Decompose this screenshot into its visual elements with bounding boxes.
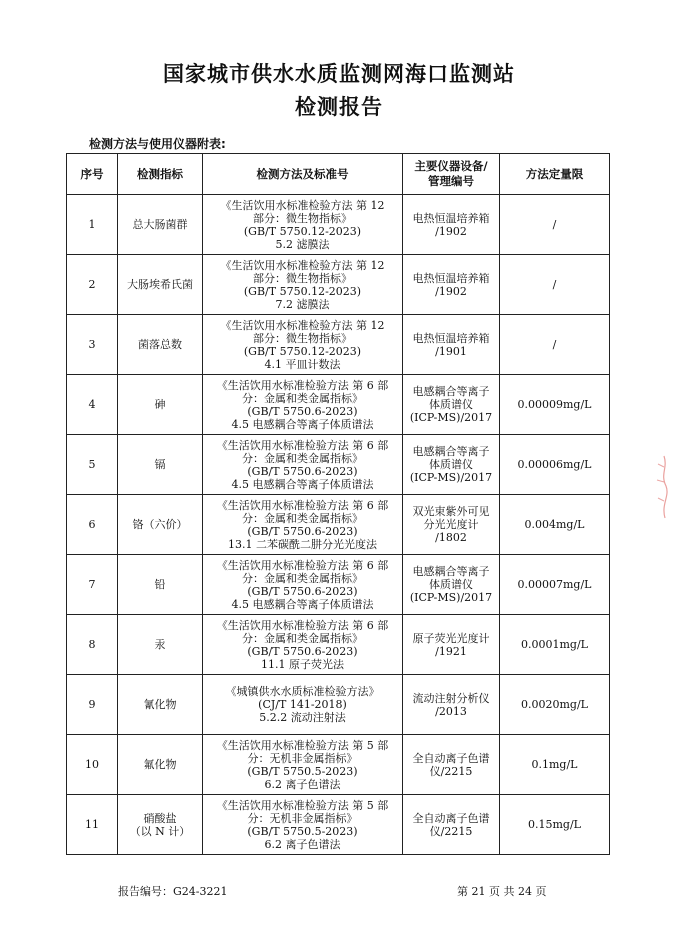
method-line: 4.5 电感耦合等离子体质谱法 — [231, 477, 374, 491]
method-cell — [203, 195, 403, 255]
indicator-cell: 氰化物 — [118, 675, 203, 735]
instrument-cell: 全自动离子色谱 仪/2215 — [403, 735, 500, 795]
method-line: 《生活饮用水标准检验方法 第 5 部 — [216, 738, 389, 752]
serial-no-cell: 9 — [67, 675, 118, 735]
method-line: 《生活饮用水标准检验方法 第 6 部 — [216, 378, 389, 392]
indicator-cell: 大肠埃希氏菌 — [118, 255, 203, 315]
indicator-cell: 硝酸盐 （以 N 计） — [118, 795, 203, 855]
method-cell — [203, 795, 403, 855]
method-line: 11.1 原子荧光法 — [261, 657, 344, 671]
method-line: 部分：微生物指标》 — [253, 331, 352, 345]
method-cell — [203, 315, 403, 375]
method-line: (GB/T 5750.5-2023) — [247, 824, 358, 838]
method-line: (GB/T 5750.5-2023) — [247, 764, 358, 778]
method-line: 分：金属和类金属指标》 — [242, 511, 363, 525]
indicator-cell: 砷 — [118, 375, 203, 435]
method-line: 《生活饮用水标准检验方法 第 6 部 — [216, 618, 389, 632]
method-line: 分：金属和类金属指标》 — [242, 571, 363, 585]
table-row — [67, 195, 610, 255]
table-row — [67, 375, 610, 435]
header-method: 检测方法及标准号 — [203, 154, 403, 195]
instrument-cell: 电热恒温培养箱 /1901 — [403, 315, 500, 375]
page-number: 第 21 页 共 24 页 — [457, 885, 547, 898]
instrument-cell: 电热恒温培养箱 /1902 — [403, 195, 500, 255]
serial-no-cell: 1 — [67, 195, 118, 255]
method-line: 《生活饮用水标准检验方法 第 12 — [220, 198, 385, 212]
method-line: 部分：微生物指标》 — [253, 271, 352, 285]
method-line: 13.1 二苯碳酰二肼分光光度法 — [228, 537, 377, 551]
report-title: 国家城市供水水质监测网海口监测站 — [163, 62, 515, 86]
method-line: 部分：微生物指标》 — [253, 211, 352, 225]
method-line: 《城镇供水水质标准检验方法》 — [225, 685, 380, 698]
serial-no-cell: 11 — [67, 795, 118, 855]
instrument-cell: 电感耦合等离子 体质谱仪 (ICP-MS)/2017 — [403, 435, 500, 495]
table-row — [67, 255, 610, 315]
quant-limit-cell: 0.00007mg/L — [500, 555, 610, 615]
quant-limit-cell: 0.00009mg/L — [500, 375, 610, 435]
quant-limit-cell: 0.1mg/L — [500, 735, 610, 795]
serial-no-cell: 10 — [67, 735, 118, 795]
indicator-cell: 镉 — [118, 435, 203, 495]
table-row — [67, 315, 610, 375]
instrument-cell: 原子荧光光度计 /1921 — [403, 615, 500, 675]
table-row — [67, 555, 610, 615]
table-row — [67, 495, 610, 555]
method-line: 分：金属和类金属指标》 — [242, 451, 363, 465]
method-cell — [203, 255, 403, 315]
indicator-cell: 汞 — [118, 615, 203, 675]
method-line: 4.5 电感耦合等离子体质谱法 — [231, 597, 374, 611]
method-line: 5.2.2 流动注射法 — [259, 711, 346, 724]
header-serial-no: 序号 — [67, 154, 118, 195]
serial-no-cell: 8 — [67, 615, 118, 675]
method-line: (GB/T 5750.6-2023) — [247, 644, 358, 658]
report-number: 报告编号：G24-3221 — [118, 885, 228, 898]
indicator-cell: 铬（六价） — [118, 495, 203, 555]
method-line: 6.2 离子色谱法 — [264, 777, 341, 791]
method-line: (GB/T 5750.6-2023) — [247, 584, 358, 598]
instrument-cell: 双光束紫外可见 分光光度计 /1802 — [403, 495, 500, 555]
method-line: (GB/T 5750.12-2023) — [243, 344, 362, 358]
method-cell — [203, 675, 403, 735]
method-cell — [203, 375, 403, 435]
method-line: 6.2 离子色谱法 — [264, 837, 341, 851]
indicator-cell: 菌落总数 — [118, 315, 203, 375]
method-line: 分：无机非金属指标》 — [247, 811, 358, 825]
instrument-cell: 电热恒温培养箱 /1902 — [403, 255, 500, 315]
quant-limit-cell: 0.0020mg/L — [500, 675, 610, 735]
quant-limit-cell: 0.00006mg/L — [500, 435, 610, 495]
method-cell — [203, 615, 403, 675]
quant-limit-cell: 0.15mg/L — [500, 795, 610, 855]
method-line: 分：金属和类金属指标》 — [242, 391, 363, 405]
serial-no-cell: 7 — [67, 555, 118, 615]
method-line: 4.5 电感耦合等离子体质谱法 — [231, 417, 374, 431]
method-line: 《生活饮用水标准检验方法 第 5 部 — [216, 798, 389, 812]
quant-limit-cell: 0.0001mg/L — [500, 615, 610, 675]
method-line: 4.1 平皿计数法 — [264, 357, 341, 371]
table-row — [67, 735, 610, 795]
method-line: 《生活饮用水标准检验方法 第 6 部 — [216, 438, 389, 452]
method-line: (GB/T 5750.6-2023) — [247, 524, 358, 538]
serial-no-cell: 4 — [67, 375, 118, 435]
instrument-cell: 全自动离子色谱 仪/2215 — [403, 795, 500, 855]
method-line: 分：金属和类金属指标》 — [242, 631, 363, 645]
method-line: 5.2 滤膜法 — [275, 237, 330, 251]
table-row — [67, 615, 610, 675]
method-line: (GB/T 5750.12-2023) — [243, 284, 362, 298]
seal-stamp-edge — [652, 452, 674, 522]
indicator-cell: 氟化物 — [118, 735, 203, 795]
method-cell — [203, 555, 403, 615]
method-line: 分：无机非金属指标》 — [247, 751, 358, 765]
method-line: (GB/T 5750.6-2023) — [247, 404, 358, 418]
serial-no-cell: 3 — [67, 315, 118, 375]
method-cell — [203, 735, 403, 795]
header-indicator: 检测指标 — [118, 154, 203, 195]
quant-limit-cell: 0.004mg/L — [500, 495, 610, 555]
table-row — [67, 795, 610, 855]
report-subtitle: 检测报告 — [295, 95, 383, 119]
method-cell — [203, 435, 403, 495]
quant-limit-cell: / — [500, 315, 610, 375]
method-line: 《生活饮用水标准检验方法 第 12 — [220, 318, 385, 332]
header-quant-limit: 方法定量限 — [500, 154, 610, 195]
quant-limit-cell: / — [500, 195, 610, 255]
method-line: (GB/T 5750.12-2023) — [243, 224, 362, 238]
table-caption: 检测方法与使用仪器附表: — [89, 137, 226, 151]
quant-limit-cell: / — [500, 255, 610, 315]
method-line: (CJ/T 141-2018) — [258, 698, 347, 711]
method-cell — [203, 495, 403, 555]
header-instrument: 主要仪器设备/ 管理编号 — [403, 154, 500, 195]
method-line: (GB/T 5750.6-2023) — [247, 464, 358, 478]
instrument-cell: 流动注射分析仪 /2013 — [403, 675, 500, 735]
method-line: 《生活饮用水标准检验方法 第 6 部 — [216, 558, 389, 572]
method-line: 7.2 滤膜法 — [275, 297, 330, 311]
instrument-cell: 电感耦合等离子 体质谱仪 (ICP-MS)/2017 — [403, 375, 500, 435]
indicator-cell: 铅 — [118, 555, 203, 615]
serial-no-cell: 5 — [67, 435, 118, 495]
table-row — [67, 675, 610, 735]
method-line: 《生活饮用水标准检验方法 第 6 部 — [216, 498, 389, 512]
serial-no-cell: 2 — [67, 255, 118, 315]
instrument-cell: 电感耦合等离子 体质谱仪 (ICP-MS)/2017 — [403, 555, 500, 615]
table-row — [67, 435, 610, 495]
indicator-cell: 总大肠菌群 — [118, 195, 203, 255]
method-line: 《生活饮用水标准检验方法 第 12 — [220, 258, 385, 272]
table-header-row — [67, 154, 610, 195]
methods-table — [66, 153, 610, 855]
serial-no-cell: 6 — [67, 495, 118, 555]
